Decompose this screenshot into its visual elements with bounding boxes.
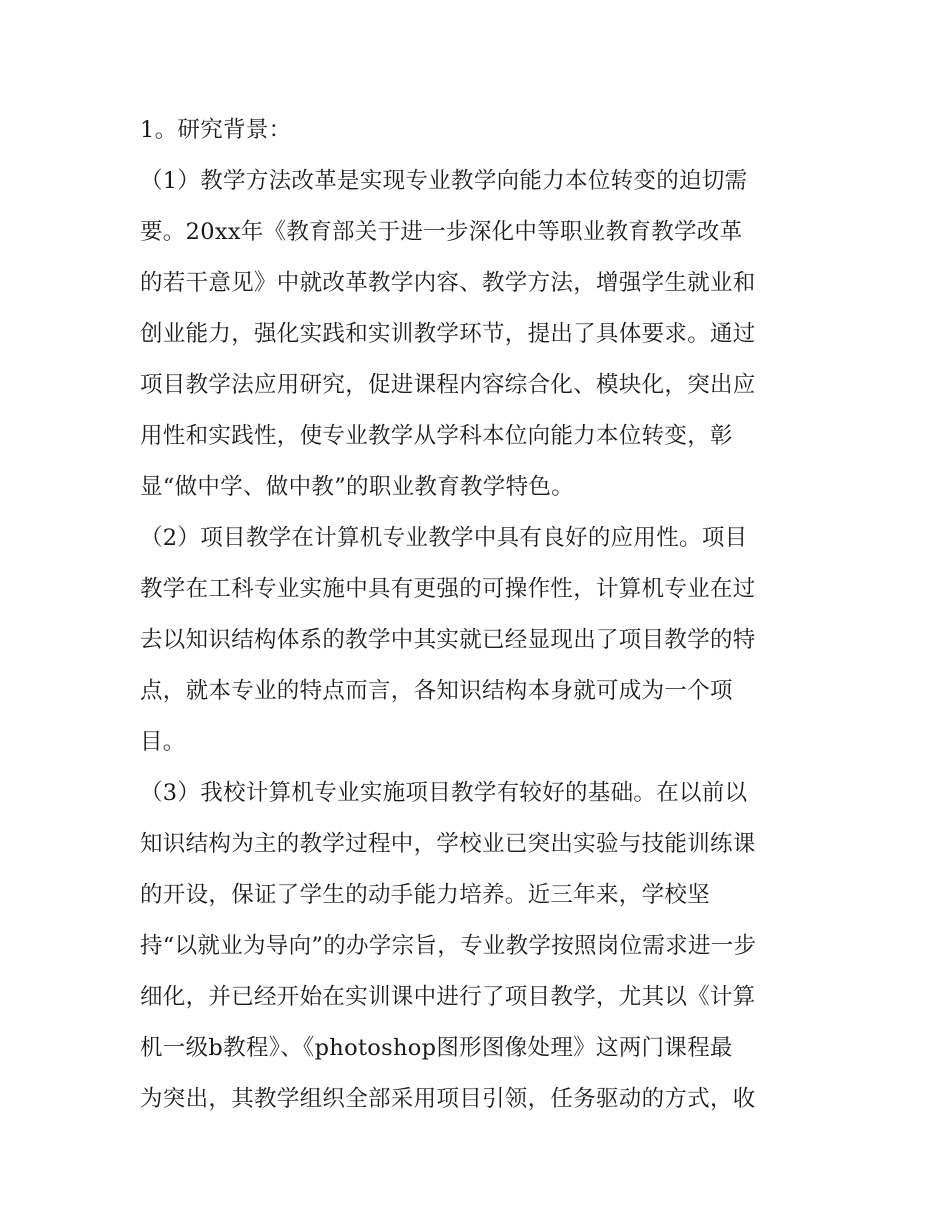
paragraph-line: 项目教学法应用研究，促进课程内容综合化、模块化，突出应 <box>140 372 756 398</box>
paragraph-line: 持“以就业为导向”的办学宗旨，专业教学按照岗位需求进一步 <box>140 933 757 959</box>
paragraph-line: 的开设，保证了学生的动手能力培养。近三年来，学校坚 <box>140 882 711 908</box>
paragraph-line: （2）项目教学在计算机专业教学中具有良好的应用性。项目 <box>140 525 748 551</box>
paragraph-line: 目。 <box>140 729 186 755</box>
paragraph-line: 教学在工科专业实施中具有更强的可操作性，计算机专业在过 <box>140 576 756 602</box>
paragraph-line: 为突出，其教学组织全部采用项目引领，任务驱动的方式，收 <box>140 1086 756 1112</box>
section-heading: 1。研究背景： <box>140 117 292 143</box>
paragraph-line: 显“做中学、做中教”的职业教育教学特色。 <box>140 474 575 500</box>
paragraph-line: 的若干意见》中就改革教学内容、教学方法，增强学生就业和 <box>140 270 756 296</box>
paragraph-line: （1）教学方法改革是实现专业教学向能力本位转变的迫切需 <box>140 168 748 194</box>
paragraph-line: 创业能力，强化实践和实训教学环节，提出了具体要求。通过 <box>140 321 756 347</box>
paragraph-line: 要。20xx年《教育部关于进一步深化中等职业教育教学改革 <box>140 219 743 245</box>
paragraph-line: 去以知识结构体系的教学中其实就已经显现出了项目教学的特 <box>140 627 756 653</box>
paragraph-line: 用性和实践性，使专业教学从学科本位向能力本位转变，彰 <box>140 423 733 449</box>
paragraph-line: 知识结构为主的教学过程中，学校业已突出实验与技能训练课 <box>140 831 756 857</box>
paragraph-line: 机一级b教程》、《photoshop图形图像处理》这两门课程最 <box>140 1035 733 1061</box>
paragraph-line: 点，就本专业的特点而言，各知识结构本身就可成为一个项 <box>140 678 733 704</box>
paragraph-line: 细化，并已经开始在实训课中进行了项目教学，尤其以《计算 <box>140 984 756 1010</box>
paragraph-line: （3）我校计算机专业实施项目教学有较好的基础。在以前以 <box>140 780 748 806</box>
